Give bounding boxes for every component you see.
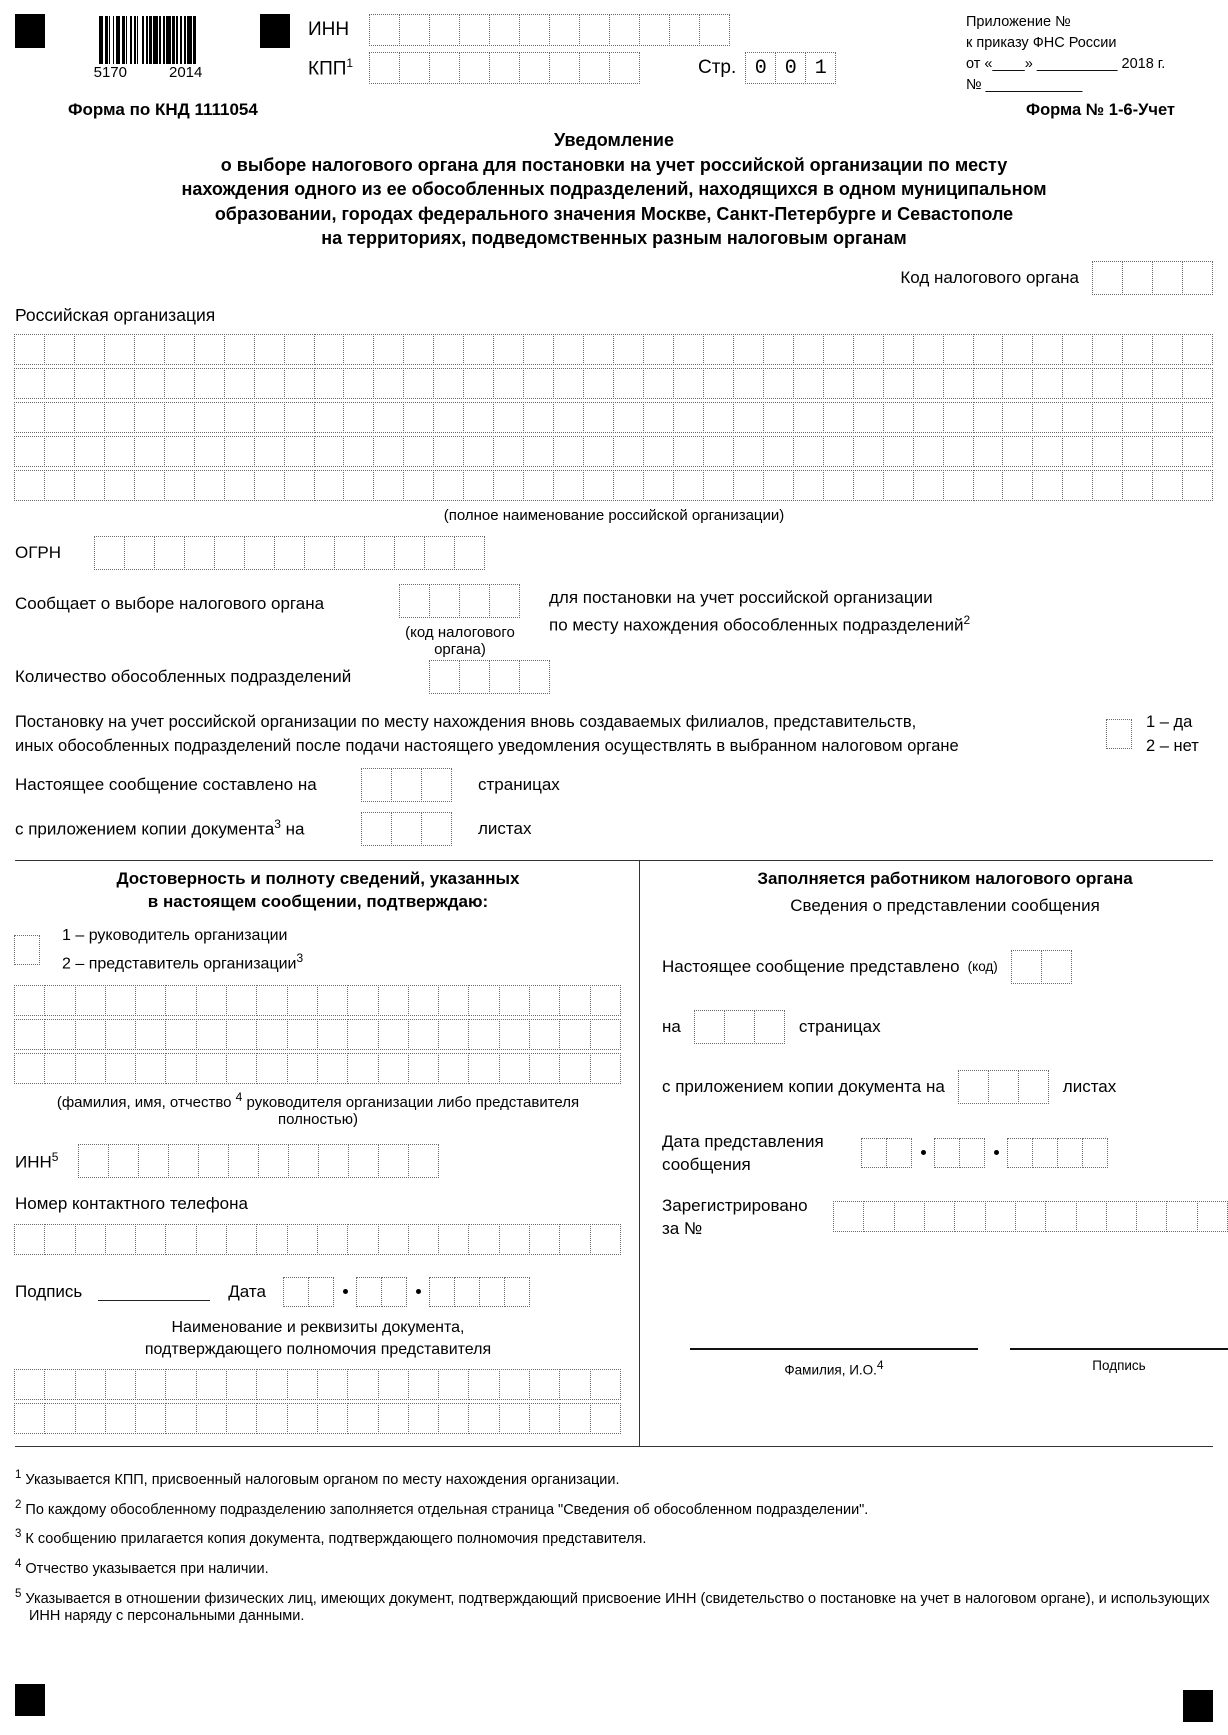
tax-authority-code-field[interactable] [1093,261,1213,295]
signature-field[interactable] [98,1282,210,1301]
option-yes: 1 – да [1146,712,1193,731]
report-code-group [395,584,525,658]
subdivision-count-row [15,660,1213,694]
registered-number-field[interactable] [834,1201,1228,1232]
knd-code-label: Форма по КНД 1111054 [68,100,258,119]
phone-label: Номер контактного телефона [15,1193,248,1213]
inn-field[interactable] [370,14,730,46]
signature-label: Подпись [15,1281,83,1301]
inn-row [308,14,836,46]
copy-sheets-row [15,812,1213,846]
full-name-caption [15,1090,621,1128]
copy-sheets-suffix-label: листах [478,818,532,838]
future-registration-row [15,710,1213,758]
appendix-line-4: № ____________ [966,77,1083,93]
tax-official-header: Заполняется работником налогового органа [757,868,1133,888]
registered-number-row [662,1194,1228,1240]
official-name-label-text: Фамилия, И.О. [784,1362,877,1377]
appendix-line-2: к приказу ФНС России [966,35,1117,51]
signer-inn-label-text: ИНН [15,1152,52,1172]
official-pages-suffix: страницах [798,1016,881,1036]
registration-mark-bottom-left [15,1684,45,1716]
date-year-field[interactable] [430,1277,530,1307]
title-line-3: нахождения одного из ее обособленных подразделений, находящихся в одном муниципальном [181,179,1047,199]
subdivision-count-field[interactable] [430,660,550,694]
report-purpose-line-1: для постановки на учет российской организации [549,587,933,607]
presented-row [662,950,1228,984]
id-fields [308,14,836,84]
official-on-label: на [662,1016,681,1036]
confirmation-header-line-2: в настоящем сообщении, подтверждаю: [147,891,489,911]
date-label: Дата [228,1281,266,1301]
org-name-field[interactable] [15,334,1213,501]
confirmation-left-column [15,861,640,1446]
title-line-1: Уведомление [553,130,674,150]
registered-number-label [662,1194,834,1240]
pages-count-label: Настоящее сообщение составлено на [15,774,317,794]
kpp-label-text: КПП [308,58,347,80]
kpp-field[interactable] [370,52,640,84]
footnote-2-mark: 2 [15,1498,22,1511]
presentation-date-month-field[interactable] [935,1138,985,1168]
kpp-label [308,56,370,80]
footnote-2 [15,1497,1213,1519]
appendix-line-1: Приложение № [966,14,1071,30]
title-line-2: о выборе налогового органа для постановки на учет российской организации по месту [220,154,1008,175]
authority-document-field[interactable] [15,1369,621,1434]
report-code-caption: (код налогового органа) [405,623,515,658]
phone-field[interactable] [15,1224,621,1255]
tax-authority-code-row [15,261,1213,295]
official-copy-suffix: листах [1062,1076,1117,1096]
full-name-caption-pre: (фамилия, имя, отчество [56,1093,232,1111]
tax-authority-code-label: Код налогового органа [900,267,1079,287]
signer-option-2-text: 2 – представитель организации [62,954,297,972]
signer-option-2 [62,947,303,975]
footnote-3 [15,1526,1213,1548]
presentation-date-field[interactable] [862,1138,1108,1168]
future-registration-line-1: Постановку на учет российской организации по месту нахождения вновь создаваемых филиалов, представительств, [15,712,917,731]
full-name-field[interactable] [15,985,621,1084]
ogrn-field[interactable] [95,536,485,570]
ogrn-row [15,536,1213,570]
yes-no-options [1146,710,1199,758]
footnote-5-text: Указывается в отношении физических лиц, имеющих документ, подтверждающий присвоение ИНН (свидетельство о постановке на учет в налоговом органе), и использующих ИНН наряду с персональными данными. [25,1590,1210,1624]
official-signature-label: Подпись [1092,1357,1146,1373]
official-name-footnote-mark: 4 [876,1357,884,1372]
official-copy-label: с приложением копии документа на [662,1076,945,1096]
signer-footnote-mark: 3 [296,950,304,965]
date-separator-dot [416,1289,421,1294]
registered-number-label-line-1: Зарегистрировано [662,1195,808,1215]
report-code-field[interactable] [400,584,520,618]
future-registration-field[interactable] [1107,719,1132,749]
org-label: Российская организация [15,304,216,325]
kpp-footnote-mark: 1 [346,55,354,70]
future-registration-line-2: иных обособленных подразделений после подачи настоящего уведомления осуществлять в выбранном налоговом органе [15,736,959,755]
title-line-4: образовании, городах федерального значения Москве, Санкт-Петербурге и Севастополе [214,203,1014,224]
confirmation-header-line-1: Достоверность и полноту сведений, указанных [116,868,520,888]
footnote-3-mark: 3 [15,1528,22,1541]
signer-type-options [62,925,303,975]
form-number-label: Форма № 1-6-Учет [1026,101,1175,119]
official-copy-field[interactable] [959,1070,1049,1104]
form-barcode [62,16,234,81]
footnote-4-mark: 4 [15,1558,22,1571]
form-title [15,128,1213,251]
footnote-1 [15,1467,1213,1489]
signer-option-1: 1 – руководитель организации [62,926,288,944]
official-signature-column [1010,1348,1228,1378]
barcode-bars [62,16,234,70]
signer-type-field[interactable] [15,935,40,965]
presented-label: Настоящее сообщение представлено [662,956,960,976]
copy-sheets-label-post: на [285,819,305,839]
presentation-date-day-field[interactable] [862,1138,912,1168]
date-month-field[interactable] [357,1277,407,1307]
footnotes [15,1467,1213,1625]
presentation-date-year-field[interactable] [1008,1138,1108,1168]
footnote-2-text: По каждому обособленному подразделению заполняется отдельная страница "Сведения об обособленном подразделении". [25,1501,869,1518]
pages-suffix-label: страницах [478,774,560,794]
report-row [15,584,1213,658]
registered-number-label-line-2: за № [662,1218,703,1238]
inn-label: ИНН [308,19,350,40]
registration-mark-top-left [15,14,45,48]
future-registration-text [15,710,1107,758]
footnote-4-text: Отчество указывается при наличии. [25,1561,269,1578]
signer-inn-footnote-mark: 5 [51,1149,59,1164]
copy-sheets-label-text: с приложением копии документа [15,819,275,839]
option-no: 2 – нет [1146,736,1199,755]
footnote-5 [15,1586,1213,1625]
footnote-5-mark: 5 [15,1588,22,1601]
barcode-digits [62,64,234,81]
official-name-column [690,1348,978,1378]
kpp-row [308,52,836,84]
page-label: Стр. [698,57,737,78]
copy-sheets-field[interactable] [362,812,452,846]
official-name-line[interactable] [690,1348,978,1350]
authority-document-caption [15,1317,621,1361]
date-separator-dot [921,1150,926,1155]
official-pages-row [662,1010,1228,1044]
registration-mark-bottom-right [1183,1690,1213,1722]
report-purpose-line-2 [549,609,970,637]
page-number-group [698,52,836,84]
appendix-line-3: от «____» __________ 2018 г. [966,56,1166,72]
authority-document-caption-line-2: подтверждающего полномочия представителя [144,1340,492,1358]
tax-official-column [640,861,1228,1446]
full-name-caption-post: руководителя организации либо представителя полностью) [246,1093,580,1128]
official-signature-row [662,1348,1228,1378]
org-name-caption: (полное наименование российской организации) [443,506,785,524]
pages-count-field[interactable] [362,768,452,802]
date-field[interactable] [284,1277,530,1307]
signer-inn-row [15,1144,621,1178]
tax-official-subheader: Сведения о представлении сообщения [790,895,1100,915]
presentation-date-label-line-2: сообщения [662,1154,751,1174]
pages-count-row [15,768,1213,802]
barcode-digits-left: 5170 [93,64,127,81]
report-purpose-text [549,584,970,637]
subdivision-count-label: Количество обособленных подразделений [15,666,352,686]
copy-sheets-label [15,817,362,840]
ogrn-label: ОГРН [15,542,62,562]
presentation-date-label-line-1: Дата представления [662,1131,824,1151]
page-number-field[interactable]: 0 0 1 [746,52,836,84]
signer-inn-field[interactable] [79,1144,439,1178]
presentation-date-label [662,1130,862,1176]
copy-footnote-mark: 3 [274,817,281,832]
barcode-digits-right: 2014 [169,64,203,81]
footnote-1-text: Указывается КПП, присвоенный налоговым органом по месту нахождения организации. [25,1471,620,1488]
date-separator-dot [994,1150,999,1155]
footnote-3-text: К сообщению прилагается копия документа, подтверждающего полномочия представителя. [25,1531,647,1548]
form-identifier-line [15,100,1213,120]
official-copy-row [662,1070,1228,1104]
report-footnote-mark: 2 [963,612,971,627]
appendix-reference [966,12,1188,96]
presented-code-field[interactable] [1012,950,1072,984]
report-purpose-line-2-text: по месту нахождения обособленных подразделений [549,615,964,635]
presentation-date-row [662,1130,1228,1176]
signer-type-row [15,925,621,975]
confirmation-header [15,867,621,913]
presented-code-label: (код) [967,959,998,974]
official-signature-line[interactable] [1010,1348,1228,1350]
report-label: Сообщает о выборе налогового органа [15,593,325,613]
authority-document-caption-line-1: Наименование и реквизиты документа, [171,1318,465,1336]
signer-inn-label [15,1150,79,1173]
date-day-field[interactable] [284,1277,334,1307]
official-name-label [690,1358,978,1378]
footnote-4 [15,1556,1213,1578]
signature-date-row [15,1277,621,1307]
registration-mark-top-second [260,14,290,48]
date-separator-dot [343,1289,348,1294]
confirmation-section [15,860,1213,1447]
official-pages-field[interactable] [695,1010,785,1044]
full-name-footnote-mark: 4 [235,1089,243,1104]
footnote-1-mark: 1 [15,1468,22,1481]
title-line-5: на территориях, подведомственных разным налоговым органам [321,228,907,248]
